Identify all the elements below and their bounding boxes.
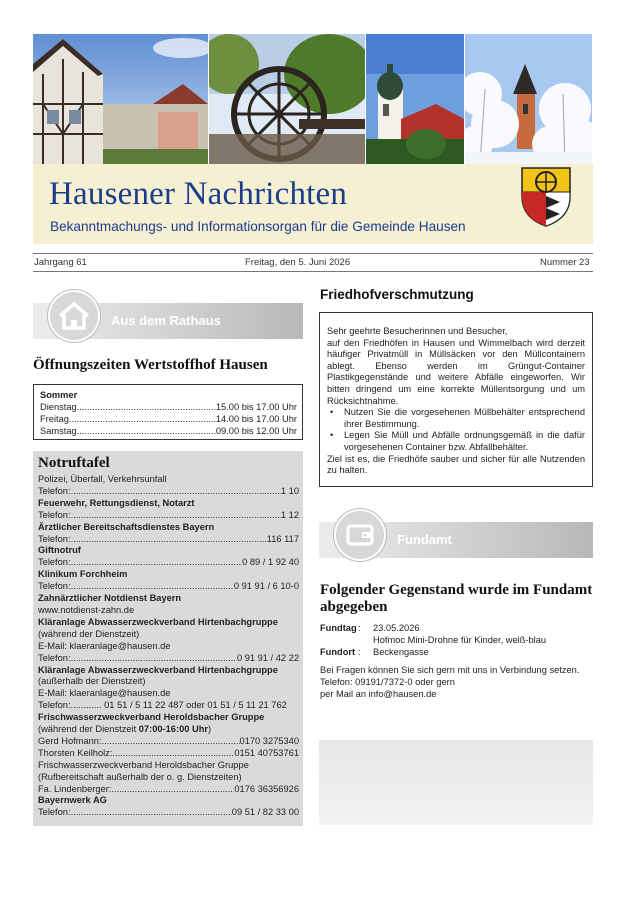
- emergency-water-oncall-hours: (Rufbereitschaft außerhalb der o. g. Dienstzeiten): [38, 771, 242, 782]
- fundamt-contact: Bei Fragen können Sie sich gern mit uns in Verbindung setzen. Telefon: 09191/7372-0 oder gern per Mail an info@hausen.de: [320, 665, 580, 699]
- emergency-water-contact-hofmann: Gerd Hofmann: ..... 0170 3275340: [38, 736, 299, 748]
- emergency-power-phone: Telefon: ..... 09 51 / 82 33 00: [38, 807, 299, 819]
- empty-grey-panel: [319, 740, 593, 825]
- found-item-details: Fundtag : 23.05.2026 Hofmoc Mini-Drohne für Kinder, weiß-blau Fundort : Beckengasse: [320, 623, 592, 659]
- emergency-doctor-label: Ärztlicher Bereitschaftsdienstes Bayern: [38, 521, 215, 532]
- fundtag-value: 23.05.2026: [373, 623, 420, 633]
- emergency-water-hours: (während der Dienstzeit 07:00-16:00 Uhr): [38, 724, 212, 735]
- emergency-water-oncall-label: Frischwasserzweckverband Heroldsbacher Gruppe: [38, 759, 249, 770]
- heading-friedhofverschmutzung: Friedhofverschmutzung: [320, 287, 474, 302]
- hours-row-saturday: Samstag ..... 09.00 bis 12.00 Uhr: [40, 426, 297, 438]
- emergency-water-contact-keilholz: Thorsten Keilholz: ..... 0151 40753761: [38, 748, 299, 760]
- opening-hours-box: [33, 384, 303, 440]
- emergency-dentist-label: Zahnärztlicher Notdienst Bayern: [38, 593, 182, 604]
- cemetery-bullets: [327, 407, 585, 453]
- emergency-hospital-phone: Telefon: ..... 0 91 91 / 6 10-0: [38, 581, 299, 593]
- emergency-sewage-after-phone: Telefon:............ 01 51 / 5 11 22 487 oder 01 51 / 5 11 21 762: [38, 700, 287, 711]
- emergency-sewage-phone: Telefon: ..... 0 91 91 / 42 22: [38, 653, 299, 665]
- heading-wertstoffhof: Öffnungszeiten Wertstoffhof Hausen: [33, 357, 268, 373]
- cemetery-greeting: Sehr geehrte Besucherinnen und Besucher,: [327, 326, 508, 336]
- emergency-doctor-phone: Telefon: ..... 116 117: [38, 534, 299, 546]
- fundort-value: Beckengasse: [373, 646, 429, 657]
- heading-fundamt: Folgender Gegenstand wurde im Fundamt abgegeben: [320, 582, 593, 615]
- emergency-dentist-web: www.notdienst-zahn.de: [38, 604, 135, 615]
- hours-row-friday: Freitag ..... 14.00 bis 17.00 Uhr: [40, 414, 297, 426]
- emergency-sewage-after-hours: (außerhalb der Dienstzeit): [38, 676, 146, 687]
- emergency-water-oncall-phone: Fa. Lindenberger: ..... 0176 36356926: [38, 784, 299, 796]
- masthead-subtitle: Bekanntmachungs- und Informationsorgan für die Gemeinde Hausen: [50, 219, 466, 234]
- issue-volume: Jahrgang 61: [34, 257, 87, 268]
- wallet-icon: [334, 509, 386, 561]
- house-icon: [48, 290, 100, 342]
- emergency-numbers-panel: [33, 451, 303, 826]
- emergency-water-label: Frischwasserzweckverband Heroldsbacher Gruppe: [38, 712, 265, 723]
- emergency-police-phone: Telefon: ..... 1 10: [38, 486, 299, 498]
- emergency-poison-phone: Telefon: ..... 0 89 / 1 92 40: [38, 557, 299, 569]
- emergency-poison-label: Giftnotruf: [38, 545, 81, 556]
- emergency-sewage-hours: (während der Dienstzeit): [38, 628, 140, 639]
- emergency-power-label: Bayernwerk AG: [38, 795, 107, 806]
- fundtag-label: Fundtag: [320, 623, 357, 633]
- masthead: [33, 164, 593, 244]
- emergency-sewage-after-mail: E-Mail: klaeranlage@hausen.de: [38, 688, 171, 699]
- issue-number: Nummer 23: [540, 257, 590, 268]
- photo-half-timbered-house: [33, 34, 208, 164]
- emergency-hospital-label: Klinikum Forchheim: [38, 569, 128, 580]
- masthead-title: Hausener Nachrichten: [49, 176, 348, 212]
- photo-church-tower-summer: [366, 34, 464, 164]
- hours-row-tuesday: Dienstag ..... 15.00 bis 17.00 Uhr: [40, 402, 297, 414]
- emergency-fire-phone: Telefon: ..... 1 12: [38, 510, 299, 522]
- emergency-police-label: Polizei, Überfall, Verkehrsunfall: [38, 474, 167, 484]
- cemetery-bullet-2: • Legen Sie Müll und Abfälle ordnungsgemäß in die dafür vorgesehenen Container bzw. Abfallbehälter.: [327, 430, 585, 453]
- fundort-label: Fundort: [320, 646, 356, 657]
- issue-rule-bottom: [33, 271, 593, 272]
- emergency-sewage-mail: E-Mail: klaeranlage@hausen.de: [38, 640, 171, 651]
- cemetery-notice-box: [319, 312, 593, 487]
- emergency-title: Notruftafel: [38, 455, 110, 471]
- photo-water-wheel: [209, 34, 365, 164]
- season-label: Sommer: [40, 390, 78, 400]
- banner-label: Aus dem Rathaus: [111, 313, 221, 328]
- issue-rule-top: [33, 253, 593, 254]
- cemetery-closing: Ziel ist es, die Friedhöfe sauber und sicher für alle Nutzenden zu halten.: [327, 453, 585, 476]
- cemetery-bullet-1: • Nutzen Sie die vorgesehenen Müllbehälter entsprechend ihrer Bestimmung.: [327, 407, 585, 430]
- emergency-sewage-label: Kläranlage Abwasserzweckverband Hirtenbachgruppe: [38, 616, 278, 627]
- found-item-description: Hofmoc Mini-Drohne für Kinder, weiß-blau: [373, 634, 547, 645]
- emergency-sewage-after-label: Kläranlage Abwasserzweckverband Hirtenbachgruppe: [38, 664, 278, 675]
- municipal-coat-of-arms-icon: [520, 166, 572, 233]
- banner-label-fundamt: Fundamt: [397, 532, 452, 547]
- photo-church-winter: [465, 34, 592, 164]
- issue-date: Freitag, den 5. Juni 2026: [245, 257, 351, 268]
- cemetery-body: auf den Friedhöfen in Hausen und Wimmelbach wird derzeit häufiger Privatmüll in Müllsäcken vor den Müllcontainern ablegt. Ebenso werden im Grüngut-Container Plastikgegenstände und weitere Abfälle eingeworfen. Wir bitten dringend um eine korrekte Müllentsorgung und um Rücksichtnahme.: [327, 337, 585, 406]
- emergency-fire-label: Feuerwehr, Rettungsdienst, Notarzt: [38, 497, 195, 508]
